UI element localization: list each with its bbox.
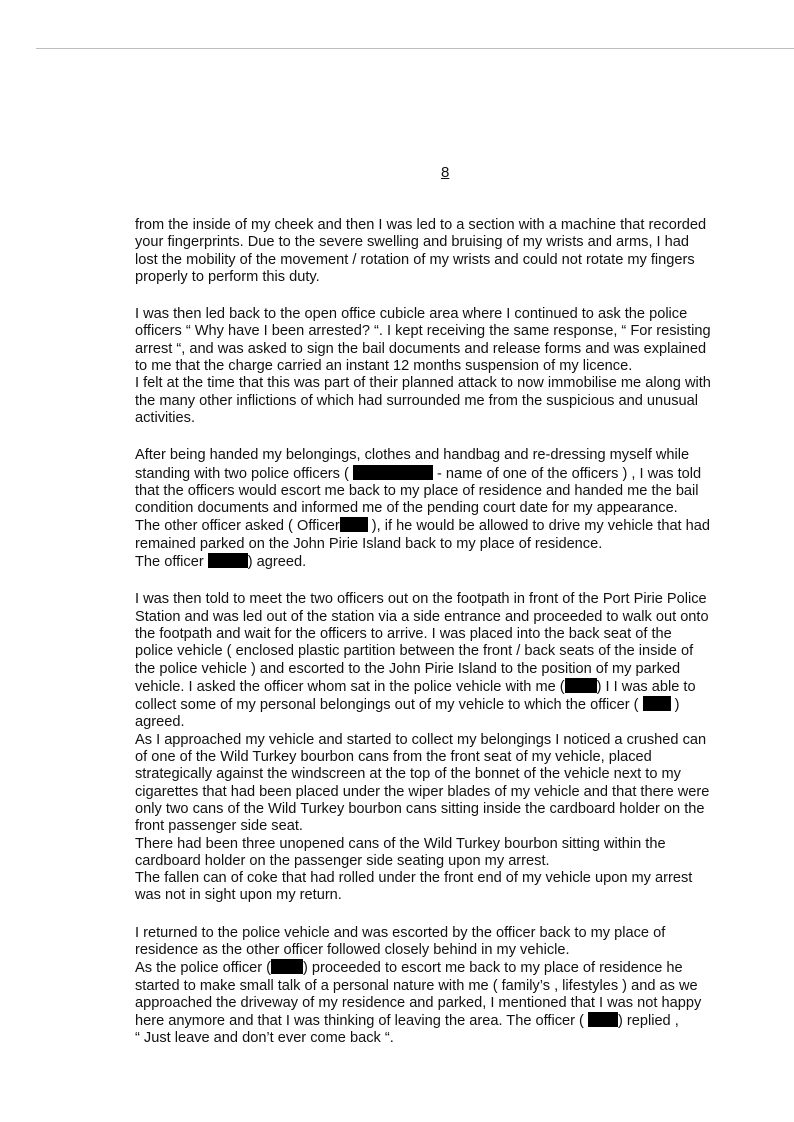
text-segment: vehicle. I asked the officer whom sat in the police vehicle with me (: [135, 678, 565, 695]
text-line: [135, 465, 770, 483]
text-line: [135, 836, 770, 853]
text-segment: ), if he would be allowed to drive my vehicle that had: [367, 518, 711, 535]
text-line: [135, 942, 770, 959]
text-segment: the many other inflictions of which had surrounded me from the suspicious and unusual: [135, 392, 698, 409]
text-segment: activities.: [135, 409, 196, 426]
text-segment: ) proceeded to escort me back to my place of residence he: [303, 960, 683, 977]
text-line: [135, 358, 770, 375]
text-line: [135, 784, 770, 801]
text-line: [135, 995, 770, 1012]
text-segment: your fingerprints. Due to the severe swelling and bruising of my wrists and arms, I had: [135, 234, 690, 251]
paragraph: [135, 447, 770, 571]
text-line: [135, 393, 770, 410]
text-segment: The other officer asked ( Officer: [135, 518, 340, 535]
text-segment: the footpath and wait for the officers to arrive. I was placed into the back seat of the: [135, 625, 672, 642]
text-segment: to me that the charge carried an instant 12 months suspension of my licence.: [135, 358, 633, 375]
redaction-box: [208, 553, 248, 568]
text-segment: that the officers would escort me back to my place of residence and handed me the bail: [135, 482, 699, 499]
text-line: [135, 447, 770, 464]
text-segment: “ Just leave and don’t ever come back “.: [135, 1030, 394, 1047]
text-line: [135, 661, 770, 678]
document-body: [135, 217, 770, 1068]
text-segment: officers “ Why have I been arrested? “. I kept receiving the same response, “ For resisting: [135, 323, 711, 340]
text-line: [135, 609, 770, 626]
text-line: [135, 749, 770, 766]
text-segment: was not in sight upon my return.: [135, 887, 342, 904]
text-segment: ): [670, 697, 680, 714]
text-line: [135, 1030, 770, 1047]
text-segment: collect some of my personal belongings out of my vehicle to which the officer (: [135, 697, 643, 714]
text-line: [135, 553, 770, 571]
scan-edge-line: [36, 48, 794, 49]
redaction-box: [353, 465, 433, 480]
text-line: [135, 269, 770, 286]
text-segment: ) I I was able to: [596, 678, 696, 695]
text-segment: I was then told to meet the two officers out on the footpath in front of the Port Pirie Police: [135, 591, 707, 608]
text-segment: properly to perform this duty.: [135, 268, 320, 285]
text-segment: here anymore and that I was thinking of leaving the area. The officer (: [135, 1013, 588, 1030]
text-line: [135, 870, 770, 887]
text-segment: As I approached my vehicle and started to collect my belongings I noticed a crushed can: [135, 731, 707, 748]
text-segment: condition documents and informed me of the pending court date for my appearance.: [135, 500, 678, 517]
text-segment: There had been three unopened cans of the Wild Turkey bourbon sitting within the: [135, 835, 666, 852]
text-segment: I felt at the time that this was part of their planned attack to now immobilise me along with: [135, 375, 711, 392]
text-segment: I was then led back to the open office cubicle area where I continued to ask the police: [135, 306, 688, 323]
page-number: 8: [441, 164, 450, 181]
text-line: [135, 217, 770, 234]
text-segment: cigarettes that had been placed under the wiper blades of my vehicle and that there were: [135, 783, 710, 800]
text-line: [135, 714, 770, 731]
text-segment: residence as the other officer followed closely behind in my vehicle.: [135, 941, 570, 958]
text-segment: strategically against the windscreen at the top of the bonnet of the vehicle next to my: [135, 766, 681, 783]
text-segment: only two cans of the Wild Turkey bourbon cans sitting inside the cardboard holder on the: [135, 800, 705, 817]
text-line: [135, 591, 770, 608]
text-segment: arrest “, and was asked to sign the bail documents and release forms and was explained: [135, 340, 707, 357]
text-segment: remained parked on the John Pirie Island back to my place of residence.: [135, 535, 603, 552]
text-segment: cardboard holder on the passenger side seating upon my arrest.: [135, 852, 550, 869]
text-line: [135, 626, 770, 643]
text-segment: the police vehicle ) and escorted to the John Pirie Island to the position of my parked: [135, 660, 681, 677]
text-line: [135, 678, 770, 696]
text-segment: The officer: [135, 554, 208, 571]
text-line: [135, 341, 770, 358]
text-line: [135, 643, 770, 660]
text-segment: started to make small talk of a personal nature with me ( family’s , lifestyles ) and as we: [135, 977, 698, 994]
text-line: [135, 732, 770, 749]
text-line: [135, 500, 770, 517]
text-segment: As the police officer (: [135, 960, 272, 977]
text-line: [135, 853, 770, 870]
text-line: [135, 536, 770, 553]
text-segment: The fallen can of coke that had rolled under the front end of my vehicle upon my arrest: [135, 870, 693, 887]
text-segment: police vehicle ( enclosed plastic partition between the front / back seats of the inside of: [135, 643, 694, 660]
text-segment: I returned to the police vehicle and was escorted by the officer back to my place of: [135, 924, 666, 941]
text-line: [135, 978, 770, 995]
text-segment: ) replied ,: [617, 1013, 679, 1030]
paragraph: [135, 217, 770, 286]
text-line: [135, 801, 770, 818]
paragraph: [135, 925, 770, 1048]
redaction-box: [271, 959, 303, 974]
text-segment: Station and was led out of the station via a side entrance and proceeded to walk out onto: [135, 608, 709, 625]
redaction-box: [643, 696, 671, 711]
paragraph: [135, 591, 770, 904]
text-line: [135, 959, 770, 977]
text-segment: front passenger side seat.: [135, 818, 303, 835]
text-line: [135, 925, 770, 942]
paragraph: [135, 306, 770, 427]
redaction-box: [340, 517, 368, 532]
text-segment: ) agreed.: [247, 554, 307, 571]
redaction-box: [565, 678, 597, 693]
text-line: [135, 696, 770, 714]
text-line: [135, 818, 770, 835]
text-line: [135, 517, 770, 535]
text-segment: standing with two police officers (: [135, 465, 353, 482]
text-line: [135, 1012, 770, 1030]
text-line: [135, 323, 770, 340]
text-line: [135, 252, 770, 269]
text-line: [135, 375, 770, 392]
text-line: [135, 887, 770, 904]
redaction-box: [588, 1012, 618, 1027]
text-line: [135, 234, 770, 251]
text-segment: - name of one of the officers ) , I was told: [432, 465, 702, 482]
text-line: [135, 306, 770, 323]
text-line: [135, 483, 770, 500]
text-line: [135, 410, 770, 427]
text-segment: approached the driveway of my residence and parked, I mentioned that I was not happy: [135, 994, 702, 1011]
text-segment: After being handed my belongings, clothes and handbag and re-dressing myself while: [135, 447, 690, 464]
text-segment: from the inside of my cheek and then I was led to a section with a machine that recorded: [135, 217, 707, 233]
text-segment: lost the mobility of the movement / rotation of my wrists and could not rotate my fingers: [135, 251, 695, 268]
text-line: [135, 766, 770, 783]
text-segment: agreed.: [135, 714, 185, 731]
text-segment: of one of the Wild Turkey bourbon cans from the front seat of my vehicle, placed: [135, 749, 652, 766]
